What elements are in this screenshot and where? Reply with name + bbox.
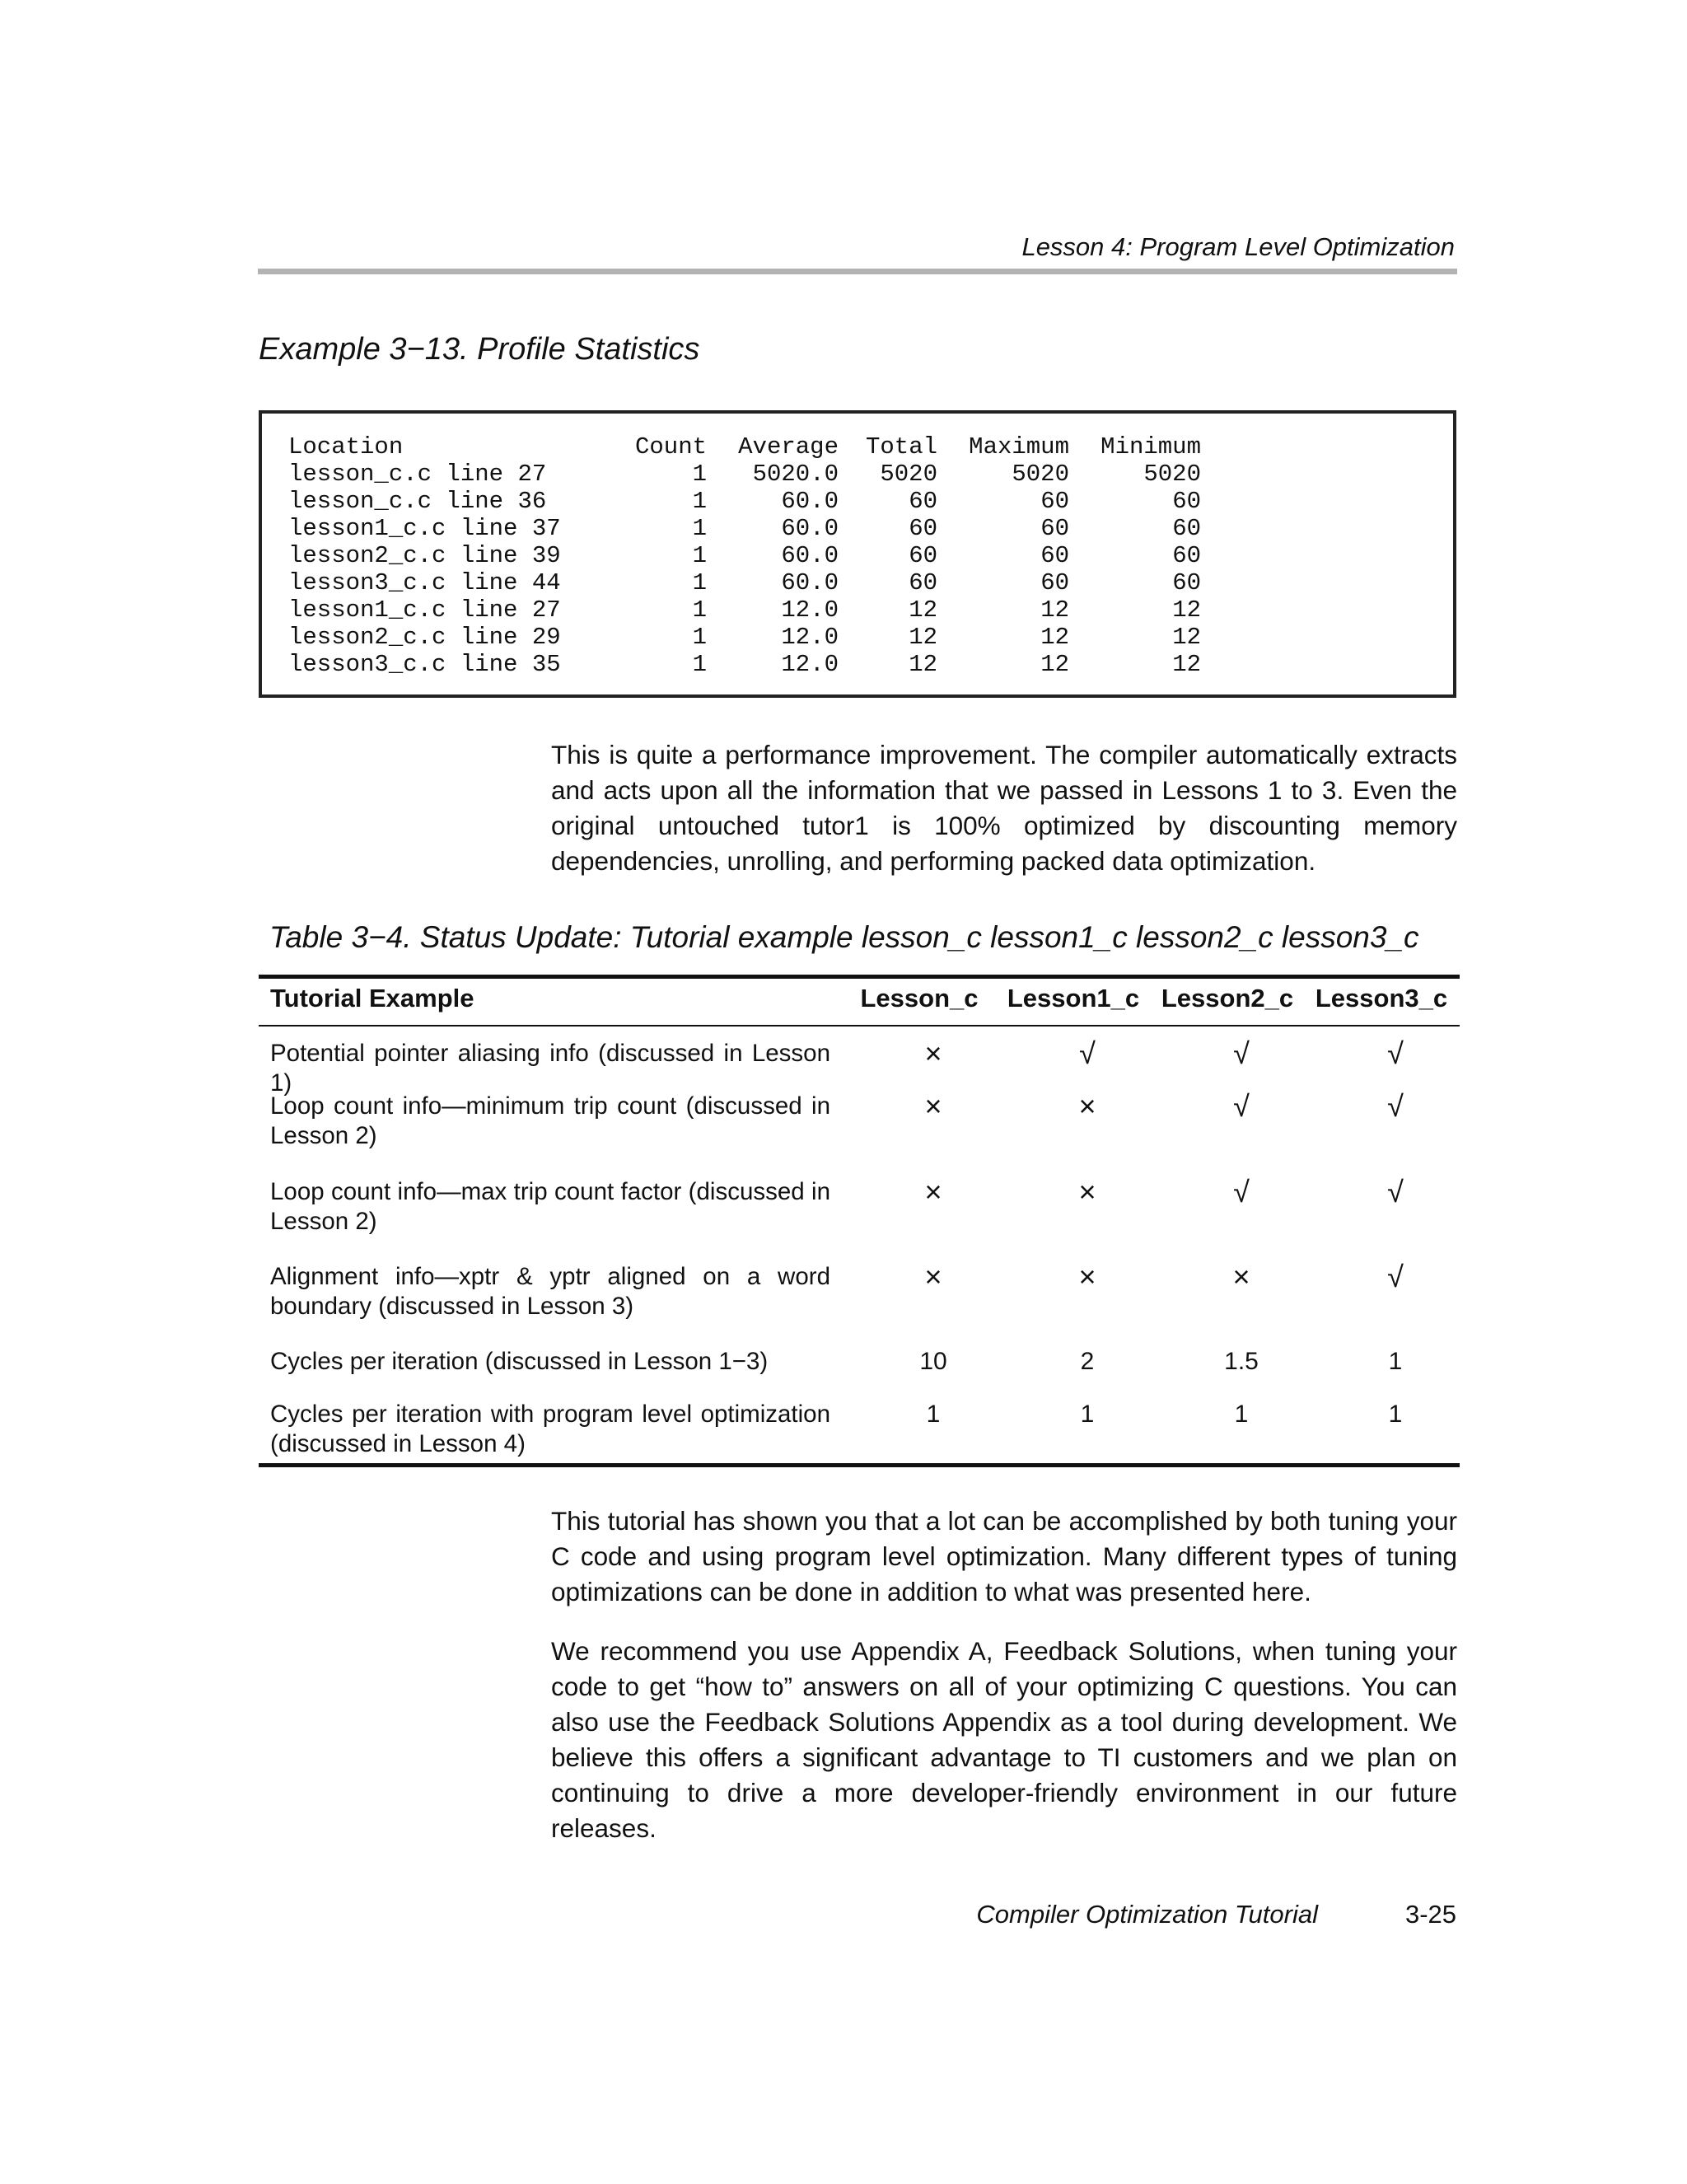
profile-cell-average: 60.0 — [781, 542, 839, 569]
footer-title: Compiler Optimization Tutorial — [976, 1900, 1318, 1929]
table-cell-value: 1 — [926, 1401, 941, 1428]
profile-cell-minimum: 60 — [1172, 515, 1201, 542]
profile-cell-minimum: 5020 — [1143, 461, 1201, 488]
profile-cell-total: 60 — [909, 569, 937, 596]
cross-mark-icon: × — [1232, 1260, 1250, 1293]
table-header-rule — [259, 1025, 1460, 1027]
check-mark-icon: √ — [1233, 1036, 1250, 1070]
row-label: Potential pointer aliasing info (discussed in Lesson 1) — [270, 1040, 830, 1097]
profile-cell-count: 1 — [692, 624, 707, 651]
profile-cell-maximum: 60 — [1040, 569, 1069, 596]
profile-cell-minimum: 60 — [1172, 542, 1201, 569]
row-label: Cycles per iteration with program level optimization (discussed in Lesson 4) — [270, 1401, 830, 1457]
profile-cell-location: lesson_c.c line 36 — [288, 488, 547, 515]
check-mark-icon: √ — [1233, 1175, 1250, 1209]
profile-cell-average: 12.0 — [781, 651, 839, 678]
header-rule — [258, 269, 1457, 274]
profile-cell-location: lesson1_c.c line 37 — [288, 515, 561, 542]
th-tutorial-example: Tutorial Example — [270, 984, 474, 1012]
profile-cell-maximum: 60 — [1040, 542, 1069, 569]
example-title: Example 3−13. Profile Statistics — [259, 332, 700, 367]
check-mark-icon: √ — [1387, 1260, 1404, 1293]
table-cell-value: 1 — [1388, 1348, 1403, 1375]
row-label: Cycles per iteration (discussed in Lesson 1−3) — [270, 1348, 769, 1375]
page-number: 3-25 — [1404, 1900, 1456, 1929]
col-total: Total — [865, 433, 937, 461]
table-top-rule — [259, 975, 1460, 979]
row-label: Loop count info—minimum trip count (discussed in Lesson 2) — [270, 1092, 830, 1149]
profile-cell-average: 60.0 — [781, 488, 839, 515]
th-lesson2-c: Lesson2_c — [1161, 984, 1294, 1012]
col-average: Average — [738, 433, 839, 461]
profile-cell-minimum: 12 — [1172, 596, 1201, 624]
profile-cell-minimum: 12 — [1172, 624, 1201, 651]
cross-mark-icon: × — [1078, 1089, 1096, 1123]
running-header: Lesson 4: Program Level Optimization — [1021, 232, 1455, 261]
paragraph-recommendation: We recommend you use Appendix A, Feedback Solutions, when tuning your code to get “how to” answers on all of your optimizing C questions. You can also use the Feedback Solutions Appendix as a tool during development. We believe this offers a significant advantage to TI customers and we plan on continuing to drive a more developer-friendly environment in our future releases. — [551, 1636, 1457, 1843]
profile-cell-minimum: 60 — [1172, 488, 1201, 515]
check-mark-icon: √ — [1233, 1089, 1250, 1123]
col-minimum: Minimum — [1101, 433, 1201, 461]
profile-cell-average: 60.0 — [781, 515, 839, 542]
paragraph-summary: This tutorial has shown you that a lot can be accomplished by both tuning your C code and using program level optimization. Many different types of tuning optimizations can be done in addition to what was presented here. — [551, 1506, 1457, 1606]
table-bottom-rule — [259, 1463, 1460, 1467]
profile-cell-average: 12.0 — [781, 596, 839, 624]
profile-cell-count: 1 — [692, 461, 707, 488]
cross-mark-icon: × — [924, 1260, 942, 1293]
profile-cell-maximum: 5020 — [1012, 461, 1069, 488]
profile-cell-maximum: 12 — [1040, 624, 1069, 651]
cross-mark-icon: × — [1078, 1175, 1096, 1209]
profile-header-row — [262, 433, 1201, 461]
table-cell-value: 2 — [1080, 1348, 1095, 1375]
table-cell-value: 1 — [1388, 1401, 1403, 1428]
th-lesson3-c: Lesson3_c — [1315, 984, 1448, 1012]
check-mark-icon: √ — [1387, 1175, 1404, 1209]
cross-mark-icon: × — [924, 1175, 942, 1209]
check-mark-icon: √ — [1079, 1036, 1096, 1070]
profile-cell-total: 60 — [909, 542, 937, 569]
profile-cell-average: 5020.0 — [752, 461, 839, 488]
profile-cell-total: 60 — [909, 488, 937, 515]
profile-cell-total: 60 — [909, 515, 937, 542]
row-label: Loop count info—max trip count factor (discussed in Lesson 2) — [270, 1178, 830, 1235]
table-cell-value: 1 — [1080, 1401, 1095, 1428]
col-maximum: Maximum — [969, 433, 1069, 461]
table-cell-value: 10 — [919, 1348, 947, 1375]
cross-mark-icon: × — [924, 1036, 942, 1070]
table-cell-value: 1.5 — [1224, 1348, 1259, 1375]
profile-cell-location: lesson_c.c line 27 — [288, 461, 547, 488]
profile-cell-total: 12 — [909, 596, 937, 624]
profile-cell-count: 1 — [692, 488, 707, 515]
th-lesson-c: Lesson_c — [860, 984, 979, 1012]
profile-cell-total: 5020 — [880, 461, 937, 488]
profile-cell-minimum: 60 — [1172, 569, 1201, 596]
table-cell-value: 1 — [1234, 1401, 1249, 1428]
profile-cell-total: 12 — [909, 624, 937, 651]
profile-cell-maximum: 12 — [1040, 596, 1069, 624]
profile-cell-location: lesson2_c.c line 29 — [288, 624, 561, 651]
profile-cell-location: lesson3_c.c line 35 — [288, 651, 561, 678]
check-mark-icon: √ — [1387, 1036, 1404, 1070]
cross-mark-icon: × — [924, 1089, 942, 1123]
profile-cell-location: lesson2_c.c line 39 — [288, 542, 561, 569]
profile-cell-count: 1 — [692, 542, 707, 569]
profile-cell-count: 1 — [692, 569, 707, 596]
check-mark-icon: √ — [1387, 1089, 1404, 1123]
profile-cell-count: 1 — [692, 651, 707, 678]
paragraph-performance: This is quite a performance improvement. The compiler automatically extracts and acts upon all the information that we passed in Lessons 1 to 3. Even the original untouched tutor1 is 100% optimized by discounting memory dependencies, unrolling, and performing packed data optimization. — [551, 740, 1457, 876]
profile-cell-average: 12.0 — [781, 624, 839, 651]
col-location: Location — [288, 433, 404, 461]
col-count: Count — [634, 433, 707, 461]
table-title: Table 3−4. Status Update: Tutorial example lesson_c lesson1_c lesson2_c lesson3_c — [269, 920, 1419, 954]
profile-cell-count: 1 — [692, 515, 707, 542]
profile-cell-maximum: 12 — [1040, 651, 1069, 678]
profile-cell-total: 12 — [909, 651, 937, 678]
profile-cell-maximum: 60 — [1040, 488, 1069, 515]
cross-mark-icon: × — [1078, 1260, 1096, 1293]
profile-cell-location: lesson1_c.c line 27 — [288, 596, 561, 624]
th-lesson1-c: Lesson1_c — [1007, 984, 1140, 1012]
profile-cell-location: lesson3_c.c line 44 — [288, 569, 561, 596]
profile-cell-average: 60.0 — [781, 569, 839, 596]
profile-cell-count: 1 — [692, 596, 707, 624]
profile-cell-minimum: 12 — [1172, 651, 1201, 678]
row-label: Alignment info—xptr & yptr aligned on a word boundary (discussed in Lesson 3) — [270, 1263, 830, 1320]
profile-cell-maximum: 60 — [1040, 515, 1069, 542]
profile-statistics-box — [259, 410, 1456, 698]
